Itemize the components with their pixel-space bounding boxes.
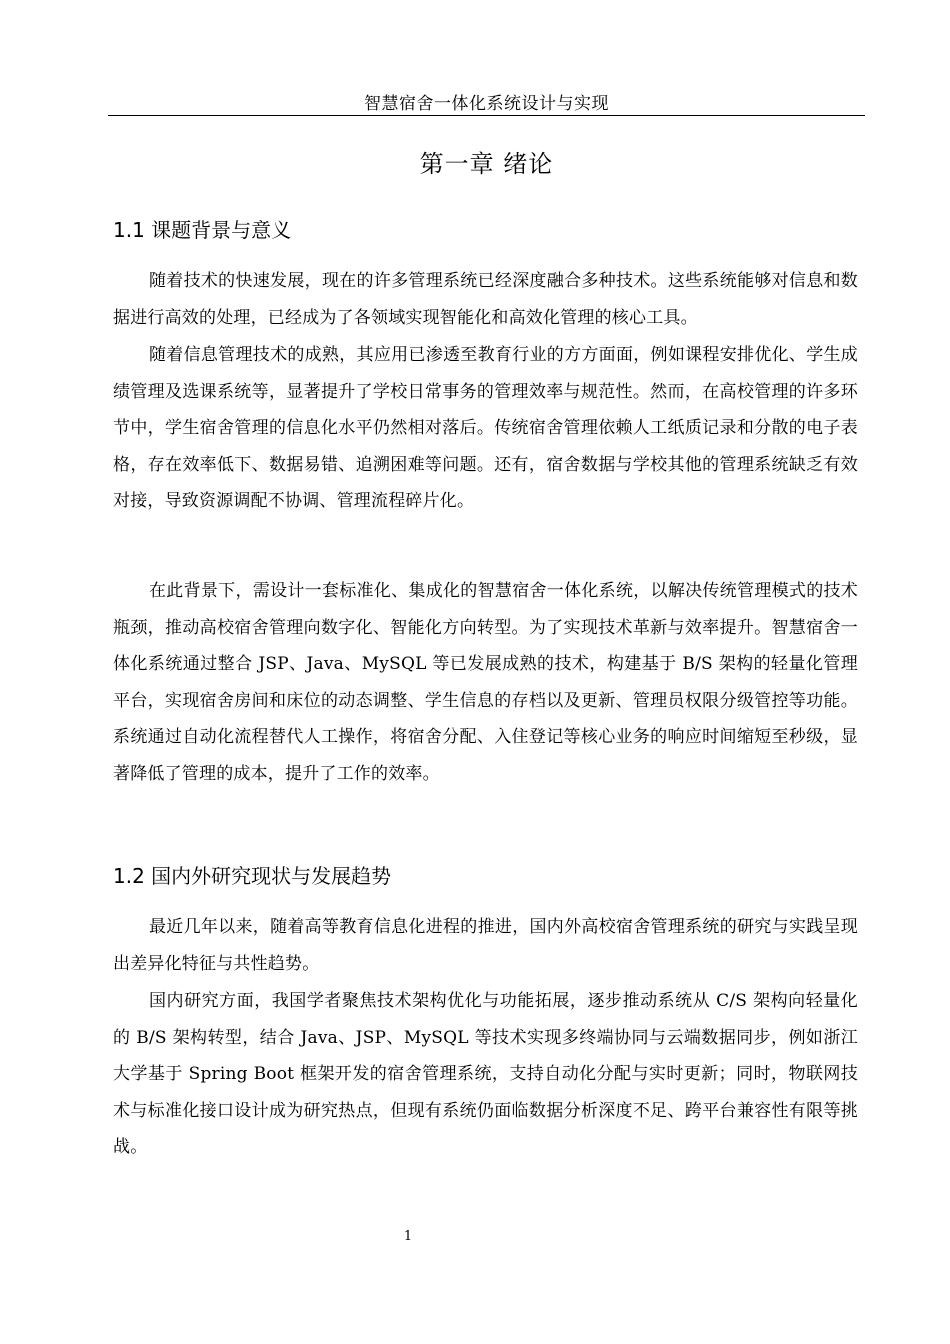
section-heading-1-2: 1.2 国内外研究现状与发展趋势 — [113, 864, 392, 888]
paragraph: 国内研究方面，我国学者聚焦技术架构优化与功能拓展，逐步推动系统从 C/S 架构向轻量化的 B/S 架构转型，结合 Java、JSP、MySQL 等技术实现多终端协同与云端数据同步，例如浙江大学基于 Spring Boot 框架开发的宿舍管理系统，支持自动化分配与实时更新；同时，物联网技术与标准化接口设计成为研究热点，但现有系统仍面临数据分析深度不足、跨平台兼容性有限等挑战。 — [113, 991, 858, 1157]
paragraph: 最近几年以来，随着高等教育信息化进程的推进，国内外高校宿舍管理系统的研究与实践呈现出差异化特征与共性趋势。 — [113, 917, 858, 974]
page-number: 1 — [403, 1229, 413, 1244]
paragraph: 随着技术的快速发展，现在的许多管理系统已经深度融合多种技术。这些系统能够对信息和数据进行高效的处理，已经成为了各领域实现智能化和高效化管理的核心工具。 — [113, 271, 858, 328]
header-rule — [108, 115, 865, 116]
section-heading-1-1: 1.1 课题背景与意义 — [113, 218, 292, 242]
chapter-title: 第一章 绪论 — [419, 150, 554, 178]
paragraph: 在此背景下，需设计一套标准化、集成化的智慧宿舍一体化系统，以解决传统管理模式的技术瓶颈，推动高校宿舍管理向数字化、智能化方向转型。为了实现技术革新与效率提升。智慧宿舍一体化系统通过整合 JSP、Java、MySQL 等已发展成熟的技术，构建基于 B/S 架构的轻量化管理平台，实现宿舍房间和床位的动态调整、学生信息的存档以及更新、管理员权限分级管控等功能。系统通过自动化流程替代人工操作，将宿舍分配、入住登记等核心业务的响应时间缩短至秒级，显著降低了管理的成本，提升了工作的效率。 — [113, 581, 858, 784]
running-header: 智慧宿舍一体化系统设计与实现 — [364, 94, 609, 114]
paragraph: 随着信息管理技术的成熟，其应用已渗透至教育行业的方方面面，例如课程安排优化、学生成绩管理及选课系统等，显著提升了学校日常事务的管理效率与规范性。然而，在高校管理的许多环节中，学生宿舍管理的信息化水平仍然相对落后。传统宿舍管理依赖人工纸质记录和分散的电子表格，存在效率低下、数据易错、追溯困难等问题。还有，宿舍数据与学校其他的管理系统缺乏有效对接，导致资源调配不协调、管理流程碎片化。 — [113, 345, 858, 511]
